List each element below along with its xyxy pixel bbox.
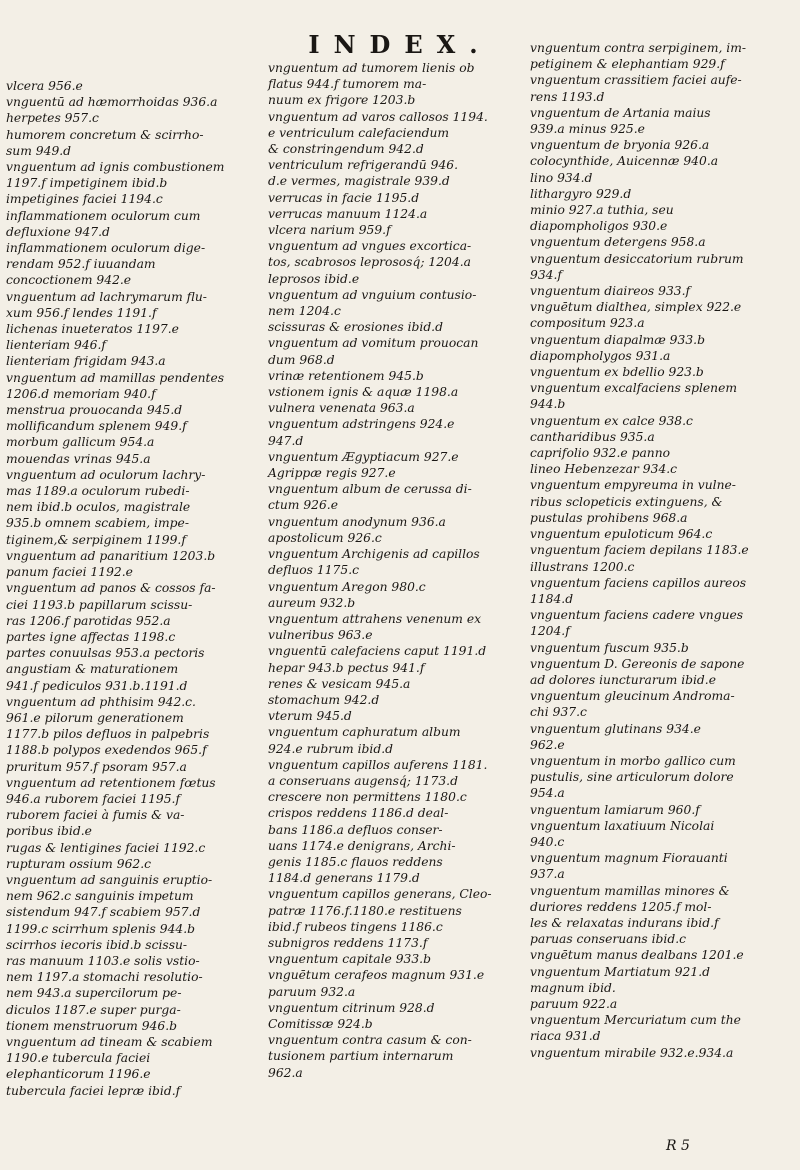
index-entry: diapompholigos 930.e xyxy=(530,219,668,234)
index-entry: Comitissæ 924.b xyxy=(268,1016,373,1031)
index-entry: vnguentum Martiatum 921.d xyxy=(530,964,710,979)
index-entry: tiginem,& serpiginem 1199.f xyxy=(6,532,186,547)
index-entry: vnguentum ad ignis combustionem xyxy=(6,160,225,175)
index-entry: angustiam & maturationem xyxy=(6,662,179,677)
index-entry: 944.b xyxy=(530,397,566,412)
index-entry: 940.c xyxy=(530,834,565,849)
index-entry: vulnera venenata 963.a xyxy=(268,401,415,416)
index-entry: scissuras & erosiones ibid.d xyxy=(268,320,443,335)
index-entry: genis 1185.c flauos reddens xyxy=(268,854,443,869)
index-entry: vnguentum detergens 958.a xyxy=(530,235,706,250)
index-entry: les & relaxatas indurans ibid.f xyxy=(530,915,719,930)
index-entry: vnguentum mirabile 932.e.934.a xyxy=(530,1045,734,1060)
index-entry: vnguentum anodynum 936.a xyxy=(268,514,446,529)
index-entry: 962.a xyxy=(268,1065,303,1080)
index-entry: vnguentum Mercuriatum cum the xyxy=(530,1013,741,1028)
index-entry: vnguentum laxatiuum Nicolai xyxy=(530,818,715,833)
index-entry: tusionem partium internarum xyxy=(268,1049,454,1064)
index-entry: vnguentum attrahens venenum ex xyxy=(268,611,482,626)
index-entry: vnguentum ad varos callosos 1194. xyxy=(268,109,488,124)
index-entry: vnguentum de Artania maius xyxy=(530,105,711,120)
index-entry: vlcera narium 959.f xyxy=(268,223,391,238)
index-entry: hepar 943.b pectus 941.f xyxy=(268,660,425,675)
index-entry: & constringendum 942.d xyxy=(268,142,424,157)
index-entry: partes igne affectas 1198.c xyxy=(6,629,176,644)
index-entry: vnguentum caphuratum album xyxy=(268,725,461,740)
index-entry: 1206.d memoriam 940.f xyxy=(6,386,156,401)
index-entry: herpetes 957.c xyxy=(6,111,99,126)
index-entry: vnguentum diapalmæ 933.b xyxy=(530,332,705,347)
index-entry: vnguentum ad vngues excortica- xyxy=(268,239,472,254)
index-entry: vnguentum ad mamillas pendentes xyxy=(6,370,225,385)
index-entry: 934.f xyxy=(530,267,562,282)
index-entry: vnguentū ad hæmorrhoidas 936.a xyxy=(6,95,218,110)
index-entry: lineo Hebenzezar 934.c xyxy=(530,462,678,477)
index-entry: rupturam ossium 962.c xyxy=(6,856,152,871)
index-entry: sistendum 947.f scabiem 957.d xyxy=(6,905,201,920)
index-entry: ad dolores iuncturarum ibid.e xyxy=(530,672,716,687)
index-entry: magnum ibid. xyxy=(530,980,616,995)
index-entry: humorem concretum & scirrho- xyxy=(6,127,204,142)
index-entry: diculos 1187.e super purga- xyxy=(6,1002,181,1017)
index-entry: vterum 945.d xyxy=(268,709,352,724)
index-entry: vnguentum ad vomitum prouocan xyxy=(268,336,479,351)
index-entry: nem 943.a supercilorum pe- xyxy=(6,986,182,1001)
index-entry: vnguentum de bryonia 926.a xyxy=(530,138,710,153)
index-entry: vnguentū calefaciens caput 1191.d xyxy=(268,644,487,659)
index-entry: mas 1189.a oculorum rubedi- xyxy=(6,484,190,499)
index-entry: d.e vermes, magistrale 939.d xyxy=(268,174,450,189)
index-entry: 961.e pilorum generationem xyxy=(6,710,184,725)
index-entry: vnguentum ad panos & cossos fa- xyxy=(6,581,216,596)
index-entry: leprosos ibid.e xyxy=(268,271,360,286)
index-entry: morbum gallicum 954.a xyxy=(6,435,155,450)
index-entry: tionem menstruorum 946.b xyxy=(6,1018,177,1033)
index-entry: vnguentum empyreuma in vulne- xyxy=(530,478,736,493)
index-entry: 1184.d xyxy=(530,591,574,606)
index-entry: pruritum 957.f psoram 957.a xyxy=(6,759,187,774)
index-entry: vnguentum Aregon 980.c xyxy=(268,579,426,594)
index-entry: nem 1204.c xyxy=(268,304,341,319)
index-entry: vnguentum crassitiem faciei aufe- xyxy=(530,73,742,88)
index-entry: vnguentum magnum Fiorauanti xyxy=(530,851,728,866)
index-entry: nem 1197.a stomachi resolutio- xyxy=(6,970,203,985)
index-entry: paruum 932.a xyxy=(268,984,356,999)
index-entry: nuum ex frigore 1203.b xyxy=(268,93,416,108)
index-entry: vnguentum ad phthisim 942.c. xyxy=(6,694,196,709)
index-entry: paruas conseruans ibid.c xyxy=(530,932,687,947)
index-entry: vulneribus 963.e xyxy=(268,628,373,643)
index-entry: crispos reddens 1186.d deal- xyxy=(268,806,449,821)
index-column-3 xyxy=(530,40,786,1061)
index-entry: ras manuum 1103.e solis vstio- xyxy=(6,953,200,968)
index-entry: panum faciei 1192.e xyxy=(6,565,133,580)
index-entry: tubercula faciei lepræ ibid.f xyxy=(6,1083,181,1098)
index-entry: ctum 926.e xyxy=(268,498,338,513)
index-entry: 924.e rubrum ibid.d xyxy=(268,741,393,756)
index-entry: 1177.b pilos defluos in palpebris xyxy=(6,727,210,742)
page-title: INDEX. xyxy=(308,30,492,59)
index-entry: tos, scabrosos leprososq́; 1204.a xyxy=(268,255,471,270)
index-entry: vnguentum capillos auferens 1181. xyxy=(268,757,488,772)
index-entry: inflammationem oculorum cum xyxy=(6,208,201,223)
index-entry: verrucas manuum 1124.a xyxy=(268,206,428,221)
index-entry: vstionem ignis & aquæ 1198.a xyxy=(268,385,459,400)
index-entry: 941.f pediculos 931.b.1191.d xyxy=(6,678,188,693)
index-entry: 1184.d generans 1179.d xyxy=(268,871,420,886)
index-entry: vnguentum ad vnguium contusio- xyxy=(268,287,477,302)
index-entry: vnguentum faciens cadere vngues xyxy=(530,608,744,623)
index-entry: vnguentum fuscum 935.b xyxy=(530,640,689,655)
index-entry: vnguentum Ægyptiacum 927.e xyxy=(268,449,459,464)
index-entry: xum 956.f lendes 1191.f xyxy=(6,305,157,320)
index-entry: dum 968.d xyxy=(268,352,335,367)
index-entry: lithargyro 929.d xyxy=(530,186,632,201)
index-entry: scirrhos iecoris ibid.b scissu- xyxy=(6,937,188,952)
index-entry: vnguentum ad oculorum lachry- xyxy=(6,467,206,482)
index-entry: vnguentum lamiarum 960.f xyxy=(530,802,700,817)
index-entry: vnguentum capillos generans, Cleo- xyxy=(268,887,492,902)
index-entry: vnguentum excalfaciens splenem xyxy=(530,381,738,396)
index-entry: 1204.f xyxy=(530,624,570,639)
index-entry: bans 1186.a defluos conser- xyxy=(268,822,443,837)
index-entry: subnigros reddens 1173.f xyxy=(268,935,428,950)
index-entry: vnguentum in morbo gallico cum xyxy=(530,753,736,768)
index-entry: vnguentum D. Gereonis de sapone xyxy=(530,656,745,671)
index-entry: vnguentum faciem depilans 1183.e xyxy=(530,543,749,558)
index-entry: inflammationem oculorum dige- xyxy=(6,241,206,256)
index-entry: pustulis, sine articulorum dolore xyxy=(530,770,734,785)
index-entry: 939.a minus 925.e xyxy=(530,122,645,137)
index-entry: colocynthide, Auicennæ 940.a xyxy=(530,154,719,169)
index-entry: compositum 923.a xyxy=(530,316,645,331)
index-entry: paruum 922.a xyxy=(530,996,618,1011)
index-entry: vnguentum citrinum 928.d xyxy=(268,1000,435,1015)
index-column-2 xyxy=(268,60,524,1081)
index-entry: vnguētum manus dealbans 1201.e xyxy=(530,948,744,963)
index-entry: 1190.e tubercula faciei xyxy=(6,1051,151,1066)
index-entry: vrinæ retentionem 945.b xyxy=(268,368,424,383)
index-entry: vnguentum album de cerussa di- xyxy=(268,482,472,497)
index-entry: aureum 932.b xyxy=(268,595,356,610)
index-entry: chi 937.c xyxy=(530,705,587,720)
index-entry: ribus sclopeticis extinguens, & xyxy=(530,494,723,509)
index-entry: vnguētum dialthea, simplex 922.e xyxy=(530,300,742,315)
index-entry: ventriculum refrigerandū 946. xyxy=(268,158,459,173)
index-entry: vnguentum desiccatorium rubrum xyxy=(530,251,744,266)
index-entry: poribus ibid.e xyxy=(6,824,92,839)
index-entry: concoctionem 942.e xyxy=(6,273,132,288)
index-entry: crescere non permittens 1180.c xyxy=(268,790,467,805)
index-entry: defluos 1175.c xyxy=(268,563,359,578)
index-entry: vnguentum ad tumorem lienis ob xyxy=(268,61,475,75)
index-entry: rens 1193.d xyxy=(530,89,605,104)
index-entry: caprifolio 932.e panno xyxy=(530,446,671,461)
index-entry: vnguentum ad panaritium 1203.b xyxy=(6,548,216,563)
index-entry: mollificandum splenem 949.f xyxy=(6,419,187,434)
index-entry: rendam 952.f iuuandam xyxy=(6,257,156,272)
index-entry: vnguentum ex calce 938.c xyxy=(530,413,693,428)
index-entry: lienteriam 946.f xyxy=(6,338,106,353)
index-entry: lichenas inueteratos 1197.e xyxy=(6,322,179,337)
index-entry: cantharidibus 935.a xyxy=(530,429,655,444)
index-entry: defluxione 947.d xyxy=(6,224,110,239)
index-entry: a conseruans augensq́; 1173.d xyxy=(268,773,458,788)
index-entry: patræ 1176.f.1180.e restituens xyxy=(268,903,462,918)
index-entry: 937.a xyxy=(530,867,565,882)
index-entry: 962.e xyxy=(530,737,565,752)
index-entry: rugas & lentigines faciei 1192.c xyxy=(6,840,206,855)
index-entry: elephanticorum 1196.e xyxy=(6,1067,151,1082)
index-entry: riaca 931.d xyxy=(530,1029,601,1044)
index-entry: vnguentum contra serpiginem, im- xyxy=(530,41,747,55)
index-entry: partes conuulsas 953.a pectoris xyxy=(6,646,205,661)
index-entry: minio 927.a tuthia, seu xyxy=(530,203,674,218)
index-entry: stomachum 942.d xyxy=(268,692,380,707)
index-entry: Agrippæ regis 927.e xyxy=(268,466,396,481)
index-entry: renes & vesicam 945.a xyxy=(268,676,411,691)
index-entry: mouendas vrinas 945.a xyxy=(6,451,151,466)
index-entry: vnguentum ex bdellio 923.b xyxy=(530,365,704,380)
index-entry: vnguentum Archigenis ad capillos xyxy=(268,547,480,562)
index-entry: vnguentum mamillas minores & xyxy=(530,883,730,898)
index-entry: nem ibid.b oculos, magistrale xyxy=(6,500,191,515)
index-entry: nem 962.c sanguinis impetum xyxy=(6,889,194,904)
index-entry: vnguentum ad lachrymarum flu- xyxy=(6,289,207,304)
index-entry: vnguentum gleucinum Androma- xyxy=(530,689,735,704)
index-entry: apostolicum 926.c xyxy=(268,530,382,545)
index-entry: impetigines faciei 1194.c xyxy=(6,192,163,207)
index-entry: ras 1206.f parotidas 952.a xyxy=(6,613,171,628)
index-entry: 946.a ruborem faciei 1195.f xyxy=(6,791,180,806)
signature-mark: R 5 xyxy=(666,1138,690,1154)
index-entry: 1199.c scirrhum splenis 944.b xyxy=(6,921,196,936)
index-entry: vlcera 956.e xyxy=(6,79,83,93)
index-entry: sum 949.d xyxy=(6,143,72,158)
index-entry: vnguentum ad tineam & scabiem xyxy=(6,1034,213,1049)
index-entry: 1197.f impetiginem ibid.b xyxy=(6,176,168,191)
index-entry: vnguentum ad retentionem fœtus xyxy=(6,775,216,790)
index-entry: vnguentum diaireos 933.f xyxy=(530,284,691,299)
index-entry: vnguentum ad sanguinis eruptio- xyxy=(6,872,213,887)
index-entry: vnguentum contra casum & con- xyxy=(268,1033,472,1048)
index-entry: lienteriam frigidam 943.a xyxy=(6,354,166,369)
index-entry: duriores reddens 1205.f mol- xyxy=(530,899,712,914)
index-entry: vnguētum cerafeos magnum 931.e xyxy=(268,968,485,983)
index-entry: ruborem faciei à fumis & va- xyxy=(6,808,185,823)
index-entry: flatus 944.f tumorem ma- xyxy=(268,77,427,92)
index-entry: vnguentum faciens capillos aureos xyxy=(530,575,747,590)
index-entry: verrucas in facie 1195.d xyxy=(268,190,420,205)
index-entry: diapompholygos 931.a xyxy=(530,348,671,363)
index-entry: vnguentum glutinans 934.e xyxy=(530,721,701,736)
index-entry: pustulas prohibens 968.a xyxy=(530,510,688,525)
index-entry: vnguentum epuloticum 964.c xyxy=(530,527,713,542)
index-entry: 1188.b polypos exedendos 965.f xyxy=(6,743,207,758)
index-column-1 xyxy=(6,78,262,1099)
index-entry: vnguentum capitale 933.b xyxy=(268,952,431,967)
index-entry: e ventriculum calefaciendum xyxy=(268,125,450,140)
index-entry: ciei 1193.b papillarum scissu- xyxy=(6,597,193,612)
index-entry: vnguentum adstringens 924.e xyxy=(268,417,455,432)
index-entry: uans 1174.e denigrans, Archi- xyxy=(268,838,456,853)
index-entry: lino 934.d xyxy=(530,170,593,185)
index-entry: 947.d xyxy=(268,433,304,448)
index-entry: menstrua prouocanda 945.d xyxy=(6,403,183,418)
index-entry: ibid.f rubeos tingens 1186.c xyxy=(268,919,443,934)
index-entry: petiginem & elephantiam 929.f xyxy=(530,57,725,72)
index-entry: 954.a xyxy=(530,786,565,801)
index-entry: 935.b omnem scabiem, impe- xyxy=(6,516,189,531)
index-entry: illustrans 1200.c xyxy=(530,559,635,574)
